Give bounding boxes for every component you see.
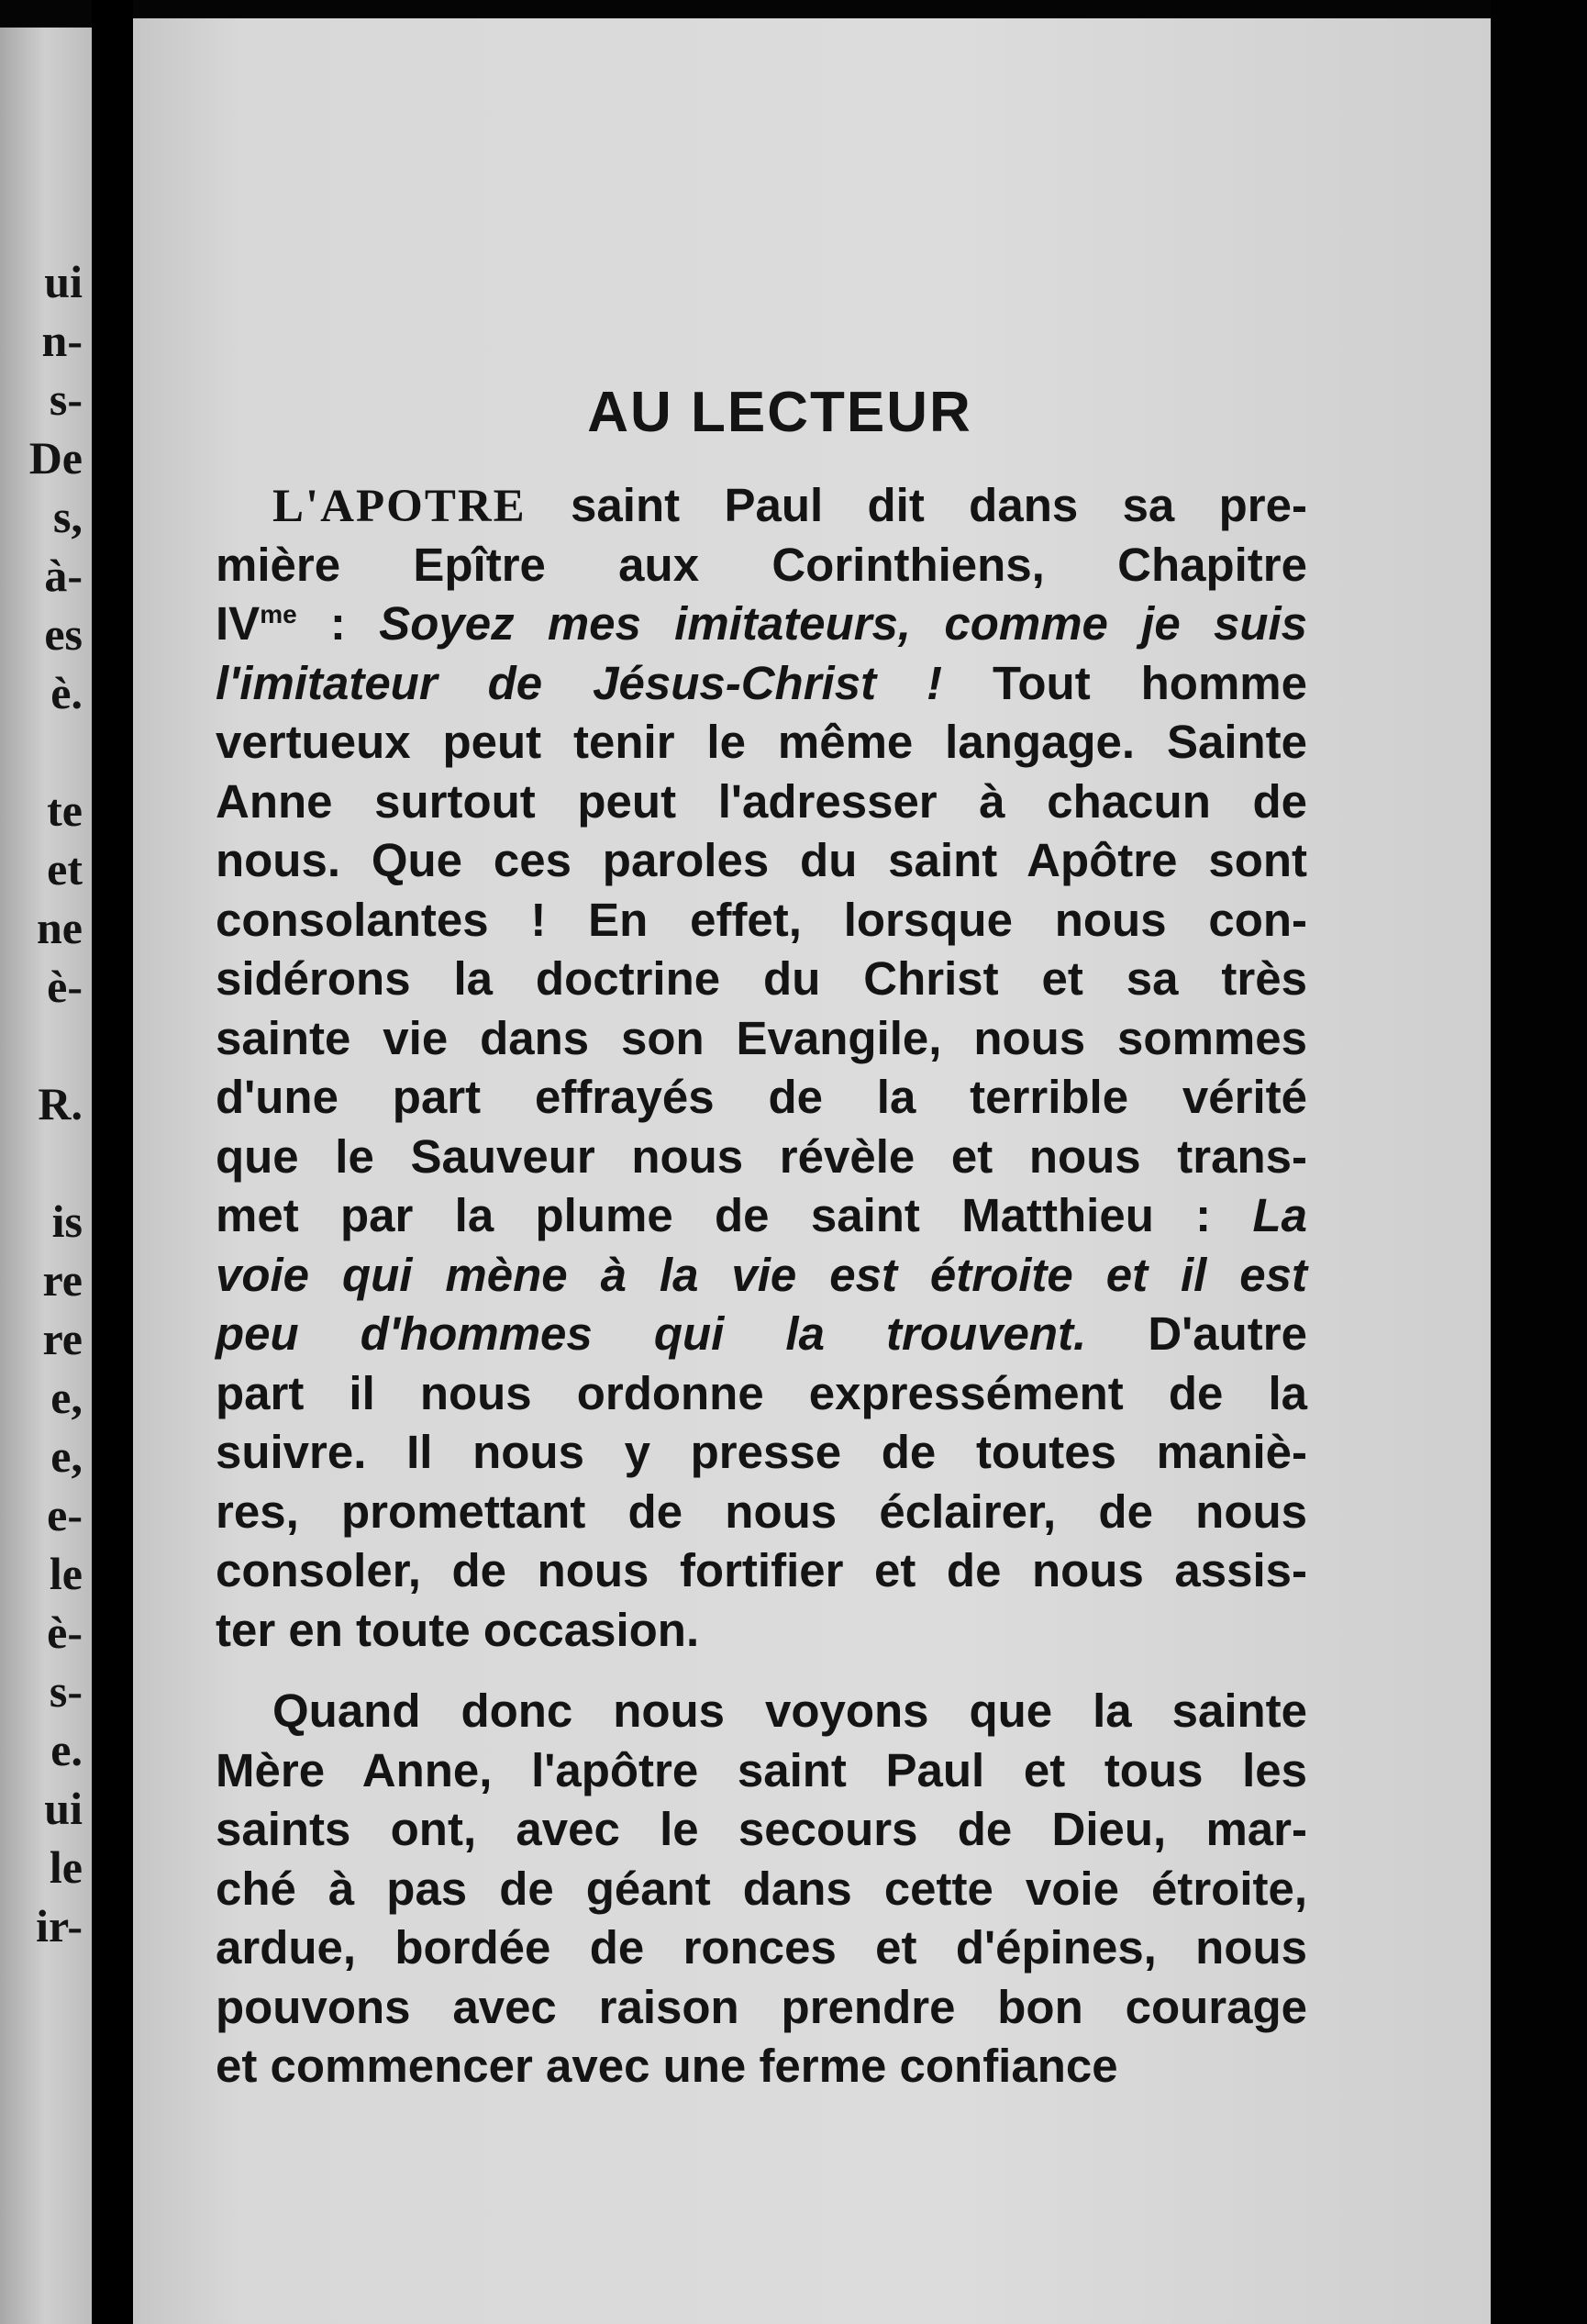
text-line [216,1128,1307,1187]
text-line [216,713,1307,773]
text-line [216,1860,1307,1919]
text-run: me [260,600,297,628]
text-line [216,595,1307,654]
text-run: vertueux peut tenir le même langage. Sainte [216,716,1307,768]
text-run: L'APOTRE [272,481,527,532]
left-page-fragment: n- [41,315,83,366]
text-run: saints ont, avec le secours de Dieu, mar- [216,1803,1307,1855]
left-page-fragment: e- [47,1489,83,1540]
left-page-fragment: De [28,432,83,484]
left-page-fragment: es [44,608,83,660]
text-run: consolantes ! En effet, lorsque nous con- [216,893,1307,946]
left-page-fragment: ne [37,902,83,953]
text-line [216,476,1307,536]
text-line [216,773,1307,832]
italic-text: voie qui mène à la vie est étroite et il est [216,1248,1307,1301]
text-line [216,1305,1307,1364]
text-run: consoler, de nous fortifier et de nous assis- [216,1544,1307,1596]
left-page-fragment [0,722,92,781]
left-page-fragment: te [47,784,83,836]
left-page-fragment: R. [38,1078,83,1129]
text-run: ardue, bordée de ronces et d'épines, nous [216,1921,1307,1974]
left-page-fragment: is [51,1195,83,1247]
italic-text: Soyez mes imitateurs, comme je suis [379,597,1308,650]
italic-text: La [1252,1189,1307,1241]
italic-text: l'imitateur de Jésus-Christ ! [216,656,943,709]
text-run: IV [216,597,261,650]
left-page-fragment: et [47,843,83,895]
text-run: Quand donc nous voyons que la sainte [272,1685,1307,1737]
left-page-text-fragments [0,252,92,1955]
page-title: AU LECTEUR [587,381,972,444]
text-line [216,1541,1307,1601]
text-line [216,1741,1307,1801]
text-run: mière Epître aux Corinthiens, Chapitre [216,538,1307,591]
book-gutter [92,0,133,2324]
text-run: : [296,597,380,650]
text-run: Anne surtout peut l'adresser à chacun de [216,774,1307,828]
text-line [216,891,1307,951]
text-line [216,1483,1307,1542]
text-run: met par la plume de saint Matthieu : [216,1189,1253,1241]
text-run: et commencer avec une ferme confiance [216,2040,1118,2092]
paragraph [216,1682,1307,2096]
text-line [216,1423,1307,1483]
text-line [216,1601,1307,1661]
left-page-fragment: è- [47,1607,83,1658]
left-page-fragment: re [42,1254,83,1306]
text-run: ché à pas de géant dans cette voie étroite, [216,1862,1307,1915]
text-run: d'une part effrayés de la terrible vérité [216,1071,1307,1123]
text-run: sainte vie dans son Evangile, nous sommes [216,1011,1307,1064]
left-page-fragment: e, [50,1372,83,1423]
text-line [216,1682,1307,1741]
text-line [216,1186,1307,1246]
left-page-fragment: e, [50,1430,83,1482]
text-run: sidérons la doctrine du Christ et sa très [216,952,1307,1005]
left-page-fragment: ui [44,256,83,307]
text-line [216,1009,1307,1069]
left-page-fragment: ui [44,1783,83,1834]
scan-border [1491,0,1587,2324]
text-run: saint Paul dit dans sa pre- [526,479,1307,531]
text-run: nous. Que ces paroles du saint Apôtre sont [216,834,1307,886]
text-run: que le Sauveur nous révèle et nous trans- [216,1129,1307,1183]
left-page-fragment: è. [50,667,83,718]
text-run: part il nous ordonne expressément de la [216,1366,1307,1419]
text-run: Mère Anne, l'apôtre saint Paul et tous les [216,1743,1307,1796]
text-run: suivre. Il nous y presse de toutes maniè- [216,1426,1307,1478]
text-line [216,536,1307,595]
text-run: D'autre [1086,1307,1307,1360]
text-line [216,1800,1307,1860]
left-page-fragment: le [49,1841,83,1893]
page-body [216,476,1307,2096]
text-line [216,1246,1307,1306]
left-page-fragment: s- [49,373,83,425]
left-page-fragment: e. [50,1724,83,1775]
text-run: Tout homme [942,656,1308,709]
text-line [216,1918,1307,1978]
right-page [133,18,1491,2324]
left-page-fragment: à- [44,550,83,601]
text-line [216,1978,1307,2038]
paragraph [216,476,1307,1660]
text-line [216,831,1307,891]
text-run: res, promettant de nous éclairer, de nous [216,1484,1307,1538]
left-page-fragment: s, [53,491,83,542]
text-line [216,654,1307,714]
left-page-edge [0,28,92,2324]
left-page-fragment: le [49,1548,83,1599]
page-text-block [216,381,1307,2096]
text-line [216,2037,1307,2096]
text-line [216,1364,1307,1424]
text-run: pouvons avec raison prendre bon courage [216,1980,1307,2033]
left-page-fragment: ir- [36,1900,83,1951]
left-page-fragment: è- [47,961,83,1012]
left-page-fragment: re [42,1313,83,1364]
italic-text: peu d'hommes qui la trouvent. [216,1307,1087,1360]
text-line [216,950,1307,1009]
text-run: ter en toute occasion. [216,1603,700,1656]
text-line [216,1068,1307,1128]
left-page-fragment [0,1016,92,1074]
left-page-fragment: s- [49,1665,83,1717]
left-page-fragment [0,1133,92,1192]
